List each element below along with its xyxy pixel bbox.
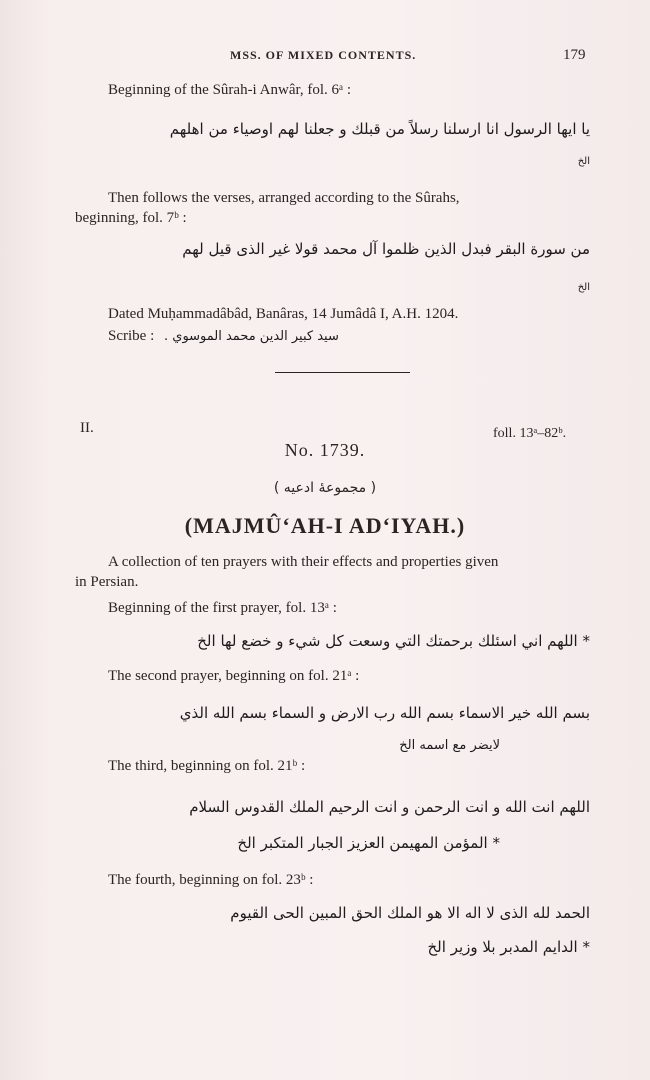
arabic-title: ( مجموعهٔ ادعيه ): [273, 480, 377, 496]
folio-range: foll. 13ᵃ–82ᵇ.: [493, 426, 567, 441]
fourth-prayer-arabic-1: الحمد لله الذى لا اله الا هو الملك الحق المبين الحى القيوم: [230, 904, 590, 922]
description-a: A collection of ten prayers with their effects and properties given: [108, 554, 499, 570]
arabic-line-1-end: الخ: [577, 156, 590, 167]
first-prayer-arabic: * اللهم اني اسئلك برحمتك التي وسعت كل شيء و خضع لها الخ: [197, 632, 590, 650]
verses-intro-b: beginning, fol. 7ᵇ :: [75, 210, 187, 226]
verses-intro-a: Then follows the verses, arranged according to the Sûrahs,: [108, 190, 460, 206]
first-prayer-label: Beginning of the first prayer, fol. 13ᵃ :: [108, 600, 337, 616]
second-prayer-label: The second prayer, beginning on fol. 21ᵃ :: [108, 668, 360, 684]
manuscript-number: No. 1739.: [284, 440, 366, 460]
arabic-line-2: من سورة البقر فبدل الذين ظلموا آل محمد قولا غير الذى قيل لهم: [182, 240, 590, 258]
description-b: in Persian.: [75, 574, 139, 590]
third-prayer-arabic-1: اللهم انت الله و انت الرحمن و انت الرحيم الملك القدوس السلام: [189, 798, 590, 816]
running-header: MSS. OF MIXED CONTENTS.: [230, 48, 417, 62]
page-number: 179: [563, 47, 586, 63]
third-prayer-arabic-2: * المؤمن المهيمن العزيز الجبار المتكبر الخ: [237, 834, 500, 852]
arabic-line-1: يا ايها الرسول انا ارسلنا رسلاً من قبلك و جعلنا لهم اوصياء من اهلهم: [169, 120, 590, 138]
second-prayer-arabic-1: بسم الله خير الاسماء بسم الله رب الارض و السماء بسم الله الذي: [179, 704, 590, 722]
scribe-line: [108, 326, 339, 347]
fourth-prayer-arabic-2: * الدايم المدبر بلا وزير الخ: [427, 938, 590, 956]
section-roman-numeral: II.: [80, 420, 94, 436]
section-divider: [275, 372, 410, 373]
arabic-line-2-end: الخ: [577, 282, 590, 293]
third-prayer-label: The third, beginning on fol. 21ᵇ :: [108, 758, 306, 774]
fourth-prayer-label: The fourth, beginning on fol. 23ᵇ :: [108, 872, 314, 888]
surah-anwar-beginning: Beginning of the Sûrah-i Anwâr, fol. 6ᵃ :: [108, 82, 352, 98]
scribe-label: Scribe :: [108, 328, 155, 344]
scribe-name: سيد كبير الدين محمد الموسوي .: [164, 329, 339, 344]
second-prayer-arabic-2: لايضر مع اسمه الخ: [399, 738, 500, 753]
dated-line: Dated Muḥammadâbâd, Banâras, 14 Jumâdâ I, A.H. 1204.: [108, 306, 459, 322]
work-title: (MAJMÛ‘AH-I AD‘IYAH.): [184, 513, 466, 538]
